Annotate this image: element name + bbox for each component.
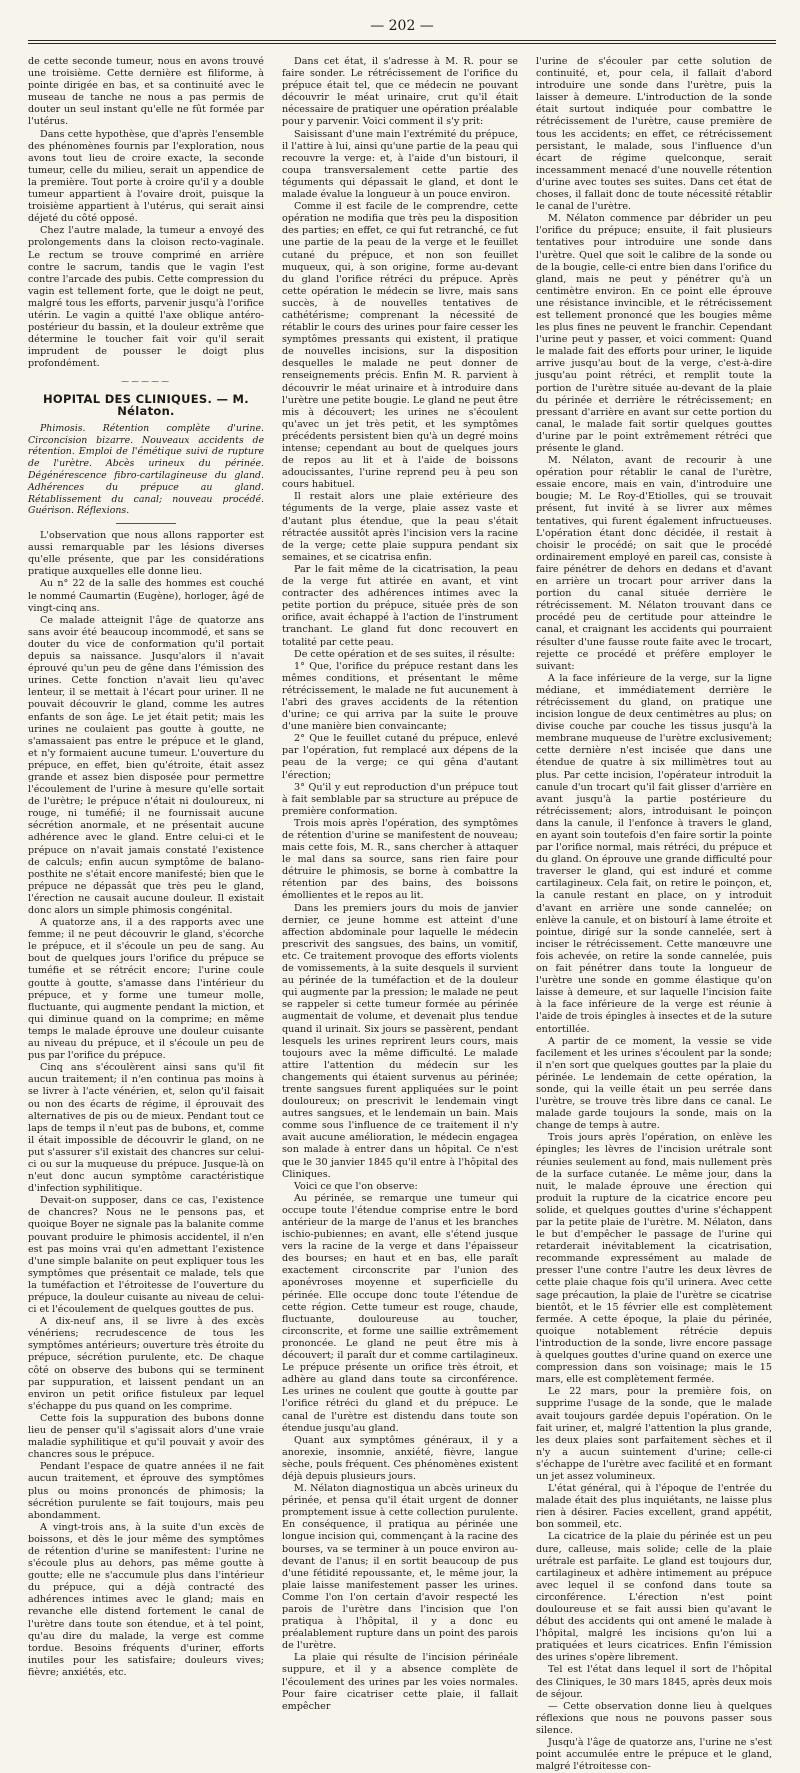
paragraph: 2° Que le feuillet cutané du prépuce, enlevé par l'opération, fut remplacé aux dépens de la peau de la verge; ce qui gêna d'autant l'érection;	[282, 733, 518, 781]
paragraph: Voici ce que l'on observe:	[294, 1180, 418, 1192]
page-number: — 202 —	[370, 18, 434, 34]
paragraph: 3° Qu'il y eut reproduction d'un prépuce tout à fait semblable par sa structure au prépuce de première conformation.	[282, 781, 518, 817]
paragraph: Par le fait même de la cicatrisation, la peau de la verge fut attirée en avant, et vint contracter des adhérences intimes avec la petite portion du prépuce, située près de son orifice, avait échappé à l'action de l'instrument tranchant. Le gland fut donc recouvert en totalité par cette peau.	[282, 563, 518, 648]
page-header	[28, 14, 776, 41]
paragraph: L'état général, qui à l'époque de l'entrée du malade était des plus inquiétants, ne laisse plus rien à désirer. Facies excellent, grand appétit, bon sommeil, etc.	[536, 1483, 772, 1531]
paragraph: Il restait alors une plaie extérieure des téguments de la verge, plaie assez vaste et d'autant plus étendue, que la peau s'était rétractée aussitôt après l'incision vers la racine de la verge; cette plaie suppura pendant six semaines, et se cicatrisa enfin.	[282, 491, 518, 563]
paragraph: A partir de ce moment, la vessie se vide facilement et les urines s'écoulent par la sonde; il n'en sort que quelques gouttes par la plaie du périnée. Le lendemain de cette opération, la sonde, qui la veille était un peu serrée dans l'urètre, se trouve très libre dans ce canal. Le malade garde toujours la sonde, mais on la change de temps à autre.	[536, 1035, 772, 1132]
paragraph: Le 22 mars, pour la première fois, on supprime l'usage de la sonde, que le malade avait toujours gardée depuis l'opération. On le fait uriner, et, malgré l'attention la plus grande, les deux plaies sont parfaitement sèches et il n'y a aucun suintement d'urine; celle-ci s'échappe de l'urètre avec facilité et en formant un jet assez volumineux.	[536, 1386, 772, 1482]
paragraph: Cette fois la suppuration des bubons donne lieu de penser qu'il s'agissait alors d'une vraie maladie syphilitique et qu'il pouvait y avoir des chancres sous le prépuce.	[28, 1412, 264, 1461]
paragraph: Tel est l'état dans lequel il sort de l'hôpital des Cliniques, le 30 mars 1845, après deux mois de séjour.	[536, 1664, 772, 1700]
text-columns	[28, 56, 776, 1773]
paragraph: Ce malade atteignit l'âge de quatorze ans sans avoir été beaucoup incommodé, et sans se douter du vice de conformation qu'il portait depuis sa naissance. Jusqu'alors il n'avait éprouvé qu'un peu de gêne dans l'émission des urines. Cette fonction n'avait lieu qu'avec lenteur, il se mettait à l'écart pour uriner. Il ne pouvait découvrir le gland, comme les autres enfants de son âge. Le jet était petit; mais les urines ne coulaient pas goutte à goutte, ne s'amassaient pas entre le prépuce et le gland, et n'y formaient aucune tumeur. L'ouverture du prépuce, en effet, bien qu'étroite, était assez grande et assez bien disposée pour permettre l'écoulement de l'urine à mesure qu'elle sortait de l'urètre; le prépuce n'était ni douloureux, ni rouge, ni tuméfié; il ne fournissait aucune sécrétion anormale, et ne présentait aucune adhérence avec le gland. Entre celui-ci et le prépuce on n'avait jamais constaté l'existence de calculs; enfin aucun symptôme de balano-posthite ne s'était encore manifesté; bien que le prépuce ne dépassât que très peu le gland, l'érection ne causait aucune douleur. Il existait donc alors un simple phimosis congénital.	[28, 614, 264, 916]
paragraph: 1° Que, l'orifice du prépuce restant dans les mêmes conditions, et présentant le même rétrécissement, le malade ne fut aucunement à l'abri des graves accidents de la rétention d'urine; ce qui arriva par la suite le prouve d'une manière bien convaincante;	[282, 660, 518, 733]
paragraph: M. Nélaton commence par débrider un peu l'orifice du prépuce; ensuite, il fait plusieurs tentatives pour introduire une sonde dans l'urètre. Quel que soit le calibre de la sonde ou de la bougie, celle-ci entre bien dans l'orifice du gland, mais ne peut y pénétrer qu'à un centimètre environ. En ce point elle éprouve une résistance invincible, et le rétrécissement est tellement prononcé que les bougies même les plus fines ne peuvent le franchir. Cependant l'urine peut y passer, et voici comment: Quand le malade fait des efforts pour uriner, le liquide arrive jusqu'au bout de la verge, c'est-à-dire jusqu'au point rétréci, et remplit toute la portion de l'urètre située au-devant de la plaie du périnée et derrière le rétrécissement; en pressant d'arrière en avant sur cette portion du canal, le malade fait sortir quelques gouttes d'urine par le point extrêmement rétréci que présente le gland.	[536, 213, 772, 454]
paragraph: de cette seconde tumeur, nous en avons trouvé une troisième. Cette dernière est filiforme, à pointe dirigée en bas, et sa continuité avec le museau de tanche ne nous a pas permis de douter un seul instant qu'elle ne fût formée par l'utérus.	[28, 56, 264, 128]
paragraph: Pendant l'espace de quatre années il ne fait aucun traitement, et éprouve des symptômes plus ou moins prononcés de phimosis; la sécrétion purulente se fait toujours, mais peu abondamment.	[28, 1461, 264, 1521]
paragraph: Quant aux symptômes généraux, il y a anorexie, insomnie, anxiété, fièvre, langue sèche, pouls fréquent. Ces phénomènes existent déjà depuis plusieurs jours.	[282, 1434, 518, 1482]
paragraph: Trois mois après l'opération, des symptômes de rétention d'urine se manifestent de nouveau; mais cette fois, M. R., sans chercher à attaquer le mal dans sa source, sans rien faire pour détruire le phimosis, se borne à combattre la rétention par des bains, des boissons émollientes et le repos au lit.	[282, 817, 518, 902]
paragraph: A dix-neuf ans, il se livre à des excès vénériens; recrudescence de tous les symptômes antérieurs; ouverture très étroite du prépuce, sécrétion purulente, etc. De chaque côté on observe des bubons qui se terminent par suppuration, et laissent pendant un an environ un petit orifice fistuleux par lequel s'échappe du pus quand on les comprime.	[28, 1316, 264, 1412]
paragraph: Comme il est facile de le comprendre, cette opération ne modifia que très peu la disposition des parties; en effet, ce qui fut retranché, ce fut une partie de la peau de la verge et le feuillet cutané du prépuce, et non son feuillet muqueux, qui, à son origine, forme au-devant du gland l'orifice rétréci du prépuce. Après cette opération le médecin se livre, mais sans succès, à de nouvelles tentatives de cathétérisme; comprenant la nécessité de rétablir le cours des urines pour faire cesser les symptômes pressants qui existent, il pratique de nouvelles incisions, sur la disposition desquelles le malade ne peut donner de renseignements précis. Enfin M. R. parvient à découvrir le méat urinaire et à introduire dans l'urètre une petite bougie. Le gland ne peut être mis à découvert; les urines ne s'écoulent qu'avec un jet très petit, et les symptômes précédents persistent bien qu'à un degré moins intense; cependant au bout de quelques jours de repos au lit et à l'aide de boissons adoucissantes, l'urine reprend peu à peu son cours habituel.	[282, 201, 518, 491]
paragraph: A vingt-trois ans, à la suite d'un excès de boissons, et dès le jour même des symptômes de rétention d'urine se manifestent: l'urine ne s'écoule plus au dehors, pas même goutte à goutte; elle ne s'accumule plus dans l'intérieur du prépuce, qui a déjà contracté des adhérences intimes avec le gland; mais en revanche elle distend fortement le canal de l'urètre dans toute son étendue, et à tel point, qu'au dire du malade, la verge est comme tordue. Besoins fréquents d'uriner, efforts inutiles pour les satisfaire; douleurs vives; fièvre; anxiétés, etc.	[28, 1521, 264, 1678]
paragraph: La plaie qui résulte de l'incision périnéale suppure, et il y a absence complète de l'écoulement des urines par les voies normales. Pour faire cicatriser cette plaie, il fallait empêcher	[282, 1652, 518, 1712]
paragraph: l'urine de s'écouler par cette solution de continuité, et, pour cela, il fallait d'abord introduire une sonde dans l'urètre, puis la laisser à demeure. L'introduction de la sonde était surtout indiquée pour combattre le rétrécissement de l'urètre, cause première de tous les accidents; en effet, ce rétrécissement persistant, le malade, sous l'influence d'un écart de régime quelconque, serait incessamment menacé d'une nouvelle rétention d'urine avec toutes ses suites. Dans cet état de choses, il fallait donc de toute nécessité rétablir le canal de l'urètre.	[536, 56, 772, 213]
paragraph: La cicatrice de la plaie du périnée est un peu dure, calleuse, mais solide; celle de la plaie urétrale est parfaite. Le gland est toujours dur, cartilagineux et adhère intimement au prépuce avec lequel il se confond dans toute sa circonférence. L'érection n'est point douloureuse et se fait aussi bien qu'avant le début des accidents qui ont amené le malade à l'hôpital, malgré les incisions qu'on lui a pratiquées et leurs cicatrices. Enfin l'émission des urines s'opère librement.	[536, 1531, 772, 1664]
paragraph: Trois jours après l'opération, on enlève les épingles; les lèvres de l'incision urétrale sont réunies seulement au fond, mais nullement près de la surface cutanée. Le même jour, dans la nuit, le malade éprouve une érection qui produit la rupture de la cicatrice encore peu solide, et quelques gouttes d'urine s'échappent par la petite plaie de l'urètre. M. Nélaton, dans le but d'empêcher le passage de l'urine qui retarderait inévitablement la cicatrisation, recommande expressément au malade de presser l'une contre l'autre les deux lèvres de cette plaie chaque fois qu'il urinera. Avec cette sage précaution, la plaie de l'urètre se cicatrise bientôt, et le 15 février elle est complètement fermée. A cette époque, la plaie du périnée, quoique notablement rétrécie depuis l'introduction de la sonde, livre encore passage à quelques gouttes d'urine quand on exerce une compression dans son voisinage; mais le 15 mars, elle est complètement fermée.	[536, 1132, 772, 1386]
paragraph: Jusqu'à l'âge de quatorze ans, l'urine ne s'est point accumulée entre le prépuce et le gland, malgré l'étroitesse con-	[536, 1737, 772, 1773]
paragraph: Dans cette hypothèse, que d'après l'ensemble des phénomènes fournis par l'exploration, nous avons tout lieu de croire exacte, la seconde tumeur, celle du milieu, serait un appendice de la première. Tout porte à croire qu'il y a double tumeur appartient à l'ovaire droit, puisque la troisième appartient à l'utérus, qui serait ainsi déjeté du côté opposé.	[28, 128, 264, 225]
section-title: HOPITAL DES CLINIQUES. — M. Nélaton.	[43, 391, 249, 418]
paragraph: Dans cet état, il s'adresse à M. R. pour se faire sonder. Le rétrécissement de l'orifice du prépuce était tel, que ce médecin ne pouvant découvrir le méat urinaire, crut qu'il était nécessaire de pratiquer une opération préalable pour y parvenir. Voici comment il s'y prit:	[282, 56, 518, 128]
paragraph: M. Nélaton diagnostiqua un abcès urineux du périnée, et pensa qu'il était urgent de donner promptement issue à cette collection purulente. En conséquence, il pratiqua au périnée une longue incision qui, commençant à la racine des bourses, va se terminer à un pouce environ au-devant de l'anus; il en sortit beaucoup de pus d'une fétidité repoussante, et, le même jour, la plaie laisse manifestement passer les urines. Comme l'on l'on certain d'avoir respecté les parois de l'urètre dans l'incision que l'on pratiqua à l'hôpital, il y a donc eu préalablement rupture dans un point des parois de l'urètre.	[282, 1483, 518, 1652]
header-rule	[28, 43, 776, 44]
paragraph: Cinq ans s'écoulèrent ainsi sans qu'il fit aucun traitement; il n'en continua pas moins à se livrer à l'acte vénérien, et, selon qu'il faisait ou non des écarts de régime, il éprouvait des alternatives de pis ou de mieux. Pendant tout ce laps de temps il n'eut pas de bubons, et, comme il était impossible de découvrir le gland, on ne put s'assurer s'il existait des chancres sur celui-ci ou sur la muqueuse du prépuce. Jusque-là on n'eut donc aucun symptôme caractéristique d'infection syphilitique.	[28, 1062, 264, 1195]
paragraph: De cette opération et de ses suites, il résulte:	[294, 648, 515, 660]
paragraph: Saisissant d'une main l'extrémité du prépuce, il l'attire à lui, ainsi qu'une partie de la peau qui recouvre la verge: et, à l'aide d'un bistouri, il coupa transversalement cette partie des téguments qui dépassait le gland, et dont le malade évalue la longueur à un pouce environ.	[282, 128, 518, 201]
paragraph: Au périnée, se remarque une tumeur qui occupe toute l'étendue comprise entre le bord antérieur de la marge de l'anus et les branches ischio-pubiennes; en avant, elle s'étend jusque vers la racine de la verge et dans l'épaisseur des bourses; en haut et en bas, elle paraît exactement circonscrite par l'union des aponévroses moyenne et superficielle du périnée. Elle occupe donc toute l'étendue de cette région. Cette tumeur est rouge, chaude, fluctuante, douloureuse au toucher, circonscrite, et forme une saillie extrêmement prononcée. Le gland ne peut être mis à découvert; il paraît dur et comme cartilagineux. Le prépuce présente un orifice très étroit, et adhère au gland dans toute sa circonférence. Les urines ne coulent que goutte à goutte par l'orifice rétréci du gland et du prépuce. Le canal de l'urètre est distendu dans toute son étendue jusqu'au gland.	[282, 1192, 518, 1434]
section-summary: Phimosis. Rétention complète d'urine. Circoncision bizarre. Nouveaux accidents de rétention. Emploi de l'émétique suivi de rupture de l'urètre. Abcès urineux du périnée. Dégénérescence fibro-cartilagineuse du gland. Adhérences du prépuce au gland. Rétablissement du canal; nouveau procédé. Guérison. Réflexions.	[28, 422, 264, 517]
paragraph: Au n° 22 de la salle des hommes est couché le nommé Caumartin (Eugène), horloger, âgé de vingt-cinq ans.	[28, 578, 264, 614]
paragraph: M. Nélaton, avant de recourir à une opération pour rétablir le canal de l'urètre, essaie encore, mais en vain, d'introduire une bougie; M. Le Roy-d'Etiolles, qui se trouvait présent, fut invité à se livrer aux mêmes tentatives, qui furent également infructueuses. L'opération étant donc décidée, il restait à choisir le procédé; on sait que le procédé ordinairement employé en pareil cas, consiste à faire pénétrer de dehors en dedans et d'avant en arrière un trocart pour arriver dans la portion du canal située derrière le rétrécissement. M. Nélaton trouvant dans ce procédé peu de certitude pour atteindre le canal, et craignant les accidents qui pourraient résulter d'une fausse route faite avec le trocart, rejette ce procédé et préfère employer le suivant:	[536, 455, 772, 672]
paragraph: L'observation que nous allons rapporter est aussi remarquable par les lésions diverses qu'elle présente, que par les considérations pratique auxquelles elle donne lieu.	[28, 530, 264, 578]
paragraph: Dans les premiers jours du mois de janvier dernier, ce jeune homme est atteint d'une affection abdominale pour laquelle le médecin prescrivit des sangsues, des bains, un vomitif, etc. Ce traitement provoque des efforts violents de vomissements, à la suite desquels il survient au périnée de la tuméfaction et de la douleur qui augmente par la pression; le malade ne peut se rappeler si cette tumeur formée au périnée augmentait de volume, et devenait plus tendue quand il urinait. Six jours se passèrent, pendant lesquels les urines reprirent leurs cours, mais toujours avec la même difficulté. Le malade attire l'attention du médecin sur les changements qui étaient survenus au périnée; trente sangsues furent appliquées sur le point douloureux; on prescrivit le lendemain vingt autres sangsues, et le lendemain un bain. Mais comme sous l'influence de ce traitement il n'y avait aucune amélioration, le médecin engagea son malade à entrer dans un hôpital. Ce n'est que le 30 janvier 1845 qu'il entre à l'hôpital des Cliniques.	[282, 902, 518, 1180]
paragraph: A quatorze ans, il a des rapports avec une femme; il ne peut découvrir le gland, s'écorche le prépuce, et il s'écoule un peu de sang. Au bout de quelques jours l'orifice du prépuce se tuméfie et se rétrécit encore; l'urine coule goutte à goutte, s'amasse dans l'intérieur du prépuce, et y forme une tumeur molle, fluctuante, qui augmente pendant la miction, et qui diminue quand on la comprime; en même temps le malade éprouve une douleur cuisante au niveau du prépuce, et il s'écoule un peu de pus par l'orifice du prépuce.	[28, 917, 264, 1062]
newspaper-page	[28, 14, 776, 1773]
column-1-body	[28, 530, 264, 1679]
column-2	[282, 56, 518, 1773]
paragraph: A la face inférieure de la verge, sur la ligne médiane, et immédiatement derrière le rétrécissement du gland, on pratique une incision longue de deux centimètres au plus; on divise couche par couche les tissus jusqu'à la membrane muqueuse de l'urètre exclusivement; cette dernière n'est incisée que dans une étendue de quatre à six millimètres tout au plus. Par cette incision, l'opérateur introduit la canule d'un trocart qu'il fait glisser d'arrière en avant jusqu'à la partie postérieure du rétrécissement; alors, introduisant le poinçon dans la canule, il l'enfonce à travers le gland, en ayant soin toutefois d'en faire sortir la pointe par l'orifice normal, mais rétréci, du prépuce et du gland. On éprouve une grande difficulté pour traverser le gland, qui est induré et comme cartilagineux. Cela fait, on retire le poinçon, et, la canule restant en place, on y introduit d'avant en arrière une sonde cannelée; on enlève la canule, et on bistourí à lame étroite et pointue, dirigé sur la sonde cannelée, sert à inciser le rétrécissement. Cette manœuvre une fois achevée, on retire la sonde cannelée, puis on fait pénétrer dans toute la longueur de l'urètre une sonde en gomme élastique qu'on laisse à demeure, et sur laquelle l'incision faite à la face inférieure de la verge est réunie à l'aide de trois épingles à insectes et de la suture entortillée.	[536, 672, 772, 1035]
paragraph: Devait-on supposer, dans ce cas, l'existence de chancres? Nous ne le pensons pas, et quoique Boyer ne signale pas la balanite comme pouvant produire le phimosis accidentel, il n'en est pas moins vrai qu'en admettant l'existence d'une simple balanite on peut expliquer tous les symptômes que présentait ce malade, tels que la tuméfaction et l'étroitesse de l'ouverture du prépuce, la douleur cuisante au niveau de celui-ci et l'écoulement de quelques gouttes de pus.	[28, 1195, 264, 1316]
ornament-separator: ⁓⁓⁓⁓⁓	[121, 377, 171, 387]
short-rule	[116, 523, 176, 524]
column-3	[536, 56, 772, 1773]
paragraph: — Cette observation donne lieu à quelques réflexions que nous ne pouvons passer sous silence.	[536, 1700, 772, 1736]
column-1	[28, 56, 264, 1773]
paragraph: Chez l'autre malade, la tumeur a envoyé des prolongements dans la cloison recto-vaginale. Le rectum se trouve comprimé en arrière contre le sacrum, tandis que le vagin l'est contre l'arcade des pubis. Cette compression du vagin est tellement forte, que le doigt ne peut, malgré tous les efforts, parvenir jusqu'à l'orifice utérin. Le vagin a quitté l'axe oblique antéro-postérieur du bassin, et la douleur extrême que détermine le toucher fait voir qu'il serait imprudent de pousser le doigt plus profondément.	[28, 225, 264, 370]
